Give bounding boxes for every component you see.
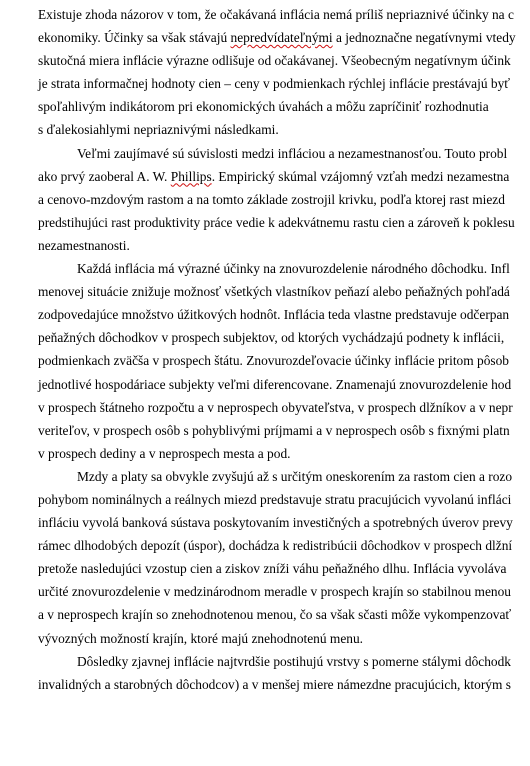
text-line: skutočná miera inflácie výrazne odlišuje od očakávanej. Všeobecným negatívnym účink xyxy=(38,53,511,69)
text-line: nezamestnanosti. xyxy=(38,237,130,253)
paragraph-3 xyxy=(38,257,530,465)
text-line: vývozných možností krajín, ktoré majú znehodnotenú menu. xyxy=(38,630,364,646)
text-line: zodpovedajúce množstvo úžitkových hodnôt. Inflácia teda vlastne predstavuje odčerpan xyxy=(38,307,510,323)
text-line: rámec dlhodobých depozít (úspor), dochádza k redistribúcii dôchodkov v prospech dlžní xyxy=(38,538,513,554)
text-line: veriteľov, v prospech osôb s pohyblivými príjmami a v neprospech osôb s fixnými platn xyxy=(38,422,510,438)
text-line: v prospech štátneho rozpočtu a v neprospech obyvateľstva, v prospech dlžníkov a v nepr xyxy=(38,399,513,415)
text-run: ako prvý zaoberal A. W. xyxy=(38,168,171,184)
text-line: pohybom nominálnych a reálnych miezd predstavuje stratu pracujúcich vyvolanú infláci xyxy=(38,491,512,507)
text-line: menovej situácie znižuje možnosť všetkých vlastníkov peňazí alebo peňažných pohľadá xyxy=(38,284,510,300)
text-line: spoľahlivým indikátorom pri ekonomických úvahách a môžu zapríčiniť rozhodnutia xyxy=(38,99,489,115)
text-line: predstihujúci rast produktivity práce vedie k adekvátnemu rastu cien a zároveň k poklesu xyxy=(38,214,515,230)
text-line: Mzdy a platy sa obvykle zvyšujú až s určitým oneskorením za rastom cien a rozo xyxy=(77,468,513,484)
text-line: je strata informačnej hodnoty cien – ceny v podmienkach rýchlej inflácie prestávajú byť xyxy=(38,76,510,92)
text-line: invalidných a starobných dôchodcov) a v menšej miere námezdne pracujúcich, ktorým s xyxy=(38,676,511,692)
document-body[interactable] xyxy=(38,3,530,696)
paragraph-5 xyxy=(38,650,530,696)
text-line: v prospech dediny a v neprospech mesta a pod. xyxy=(38,445,291,461)
text-line: jednotlivé hospodáriace subjekty veľmi diferencovane. Znamenajú znovurozdelenie hod xyxy=(38,376,512,392)
text-line xyxy=(38,165,530,188)
text-line: infláciu vyvolá banková sústava poskytovaním investičných a spotrebných úverov prevy xyxy=(38,515,513,531)
text-line: Každá inflácia má výrazné účinky na znovurozdelenie národného dôchodku. Infl xyxy=(77,261,510,277)
paragraph-1 xyxy=(38,3,530,142)
text-run: a jednoznačne negatívnymi vtedy xyxy=(332,30,516,46)
text-run: . Empirický skúmal vzájomný vzťah medzi nezamestna xyxy=(211,168,510,184)
text-line: podmienkach zväčša v prospech štátu. Znovurozdeľovacie účinky inflácie pritom pôsob xyxy=(38,353,509,369)
spellcheck-flagged-word: nepredvídateľnými xyxy=(230,30,333,46)
text-line: určité znovurozdelenie v medzinárodnom meradle v prospech krajín so stabilnou menou xyxy=(38,584,511,600)
text-line: peňažných dôchodkov v prospech subjektov, od ktorých vychádzajú podnety k inflácii, xyxy=(38,330,505,346)
text-line: Existuje zhoda názorov v tom, že očakávaná inflácia nemá príliš nepriaznivé účinky na c xyxy=(38,7,514,22)
text-run: ekonomiky. Účinky sa však stávajú xyxy=(38,30,231,46)
text-line: a v neprospech krajín so znehodnotenou menou, čo sa však sčasti môže vykompenzovať xyxy=(38,607,512,623)
text-line: Veľmi zaujímavé sú súvislosti medzi infláciou a nezamestnanosťou. Touto probl xyxy=(77,145,508,161)
text-line xyxy=(38,26,530,49)
paragraph-2 xyxy=(38,142,530,257)
spellcheck-flagged-word: Phillips xyxy=(170,168,212,184)
text-line: pretože nasledujúci vzostup cien a ziskov zníži váhu peňažného dlhu. Inflácia vyvoláva xyxy=(38,561,507,577)
text-line: s ďalekosiahlymi nepriaznivými následkami. xyxy=(38,122,279,138)
paragraph-4 xyxy=(38,465,530,650)
text-line: a cenovo-mzdovým rastom a na tomto základe zostrojil krivku, podľa ktorej rast miezd xyxy=(38,191,505,207)
text-line: Dôsledky zjavnej inflácie najtvrdšie postihujú vrstvy s pomerne stálymi dôchodk xyxy=(77,653,511,669)
